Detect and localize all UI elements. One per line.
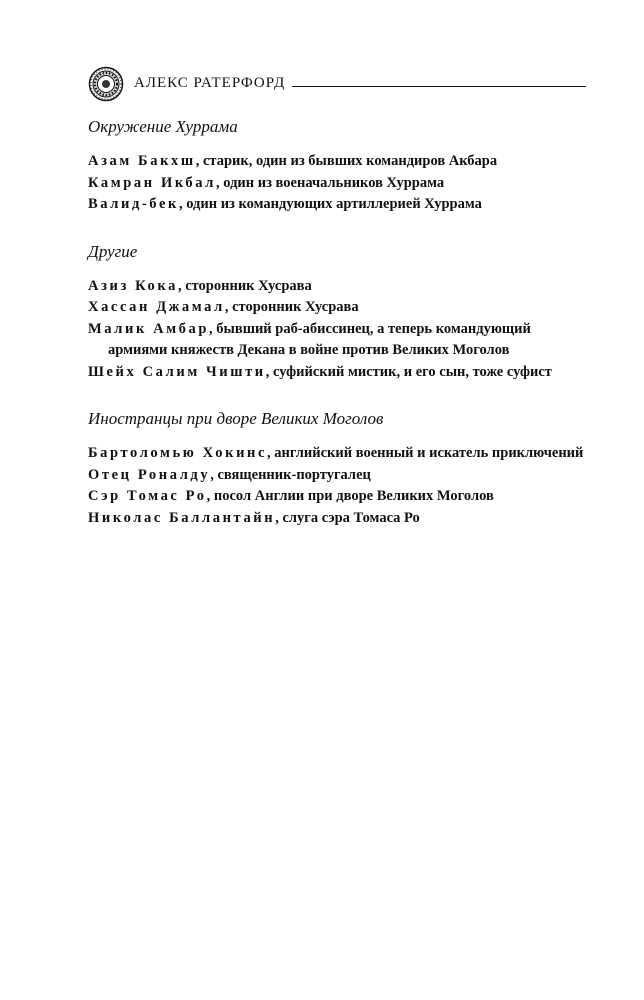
- character-description: , сторонник Хусрава: [224, 299, 359, 315]
- character-name: Сэр Томас Ро: [88, 488, 207, 504]
- character-description: , слуга сэра Томаса Ро: [275, 509, 420, 526]
- character-description: , суфийский мистик, и его сын, тоже суфист: [265, 363, 552, 380]
- character-description: , один из военачальников Хуррама: [215, 174, 445, 191]
- character-name: Бартоломью Хокинс: [88, 445, 268, 461]
- list-item: [88, 194, 586, 216]
- section-khurram-entourage: [88, 116, 586, 216]
- list-item: [88, 151, 586, 173]
- character-name: Валид-бек: [88, 196, 179, 212]
- character-name: Азиз Кока: [88, 277, 178, 294]
- character-name: Азам Бакхш: [88, 153, 196, 169]
- character-description: , сторонник Хусрава: [177, 277, 312, 294]
- list-item: [88, 297, 586, 319]
- section-foreigners: [88, 408, 586, 529]
- book-author: АЛЕКС РАТЕРФОРД: [134, 75, 286, 91]
- section-title: Другие: [88, 241, 138, 261]
- list-item: [88, 443, 586, 465]
- list-item: [88, 276, 586, 298]
- character-description: , бывший раб-абиссинец, а теперь командующий армиями княжеств Декана в войне против Великих Моголов: [108, 320, 531, 358]
- running-header: [88, 66, 586, 102]
- character-description: , один из командующих артиллерией Хуррама: [178, 196, 482, 212]
- list-item: [88, 486, 586, 508]
- section-title: Иностранцы при дворе Великих Моголов: [88, 409, 384, 428]
- list-item: [88, 508, 586, 530]
- character-name: Малик Амбар: [88, 320, 210, 337]
- list-item: [88, 465, 586, 487]
- character-name: Шейх Салим Чишти: [88, 363, 266, 380]
- character-list: [88, 116, 586, 529]
- section-others: [88, 241, 586, 384]
- list-item: [88, 173, 586, 195]
- character-description: , посол Англии при дворе Великих Моголов: [206, 488, 494, 504]
- character-name: Николас Баллантайн: [88, 509, 276, 526]
- character-description: , старик, один из бывших командиров Акбара: [195, 153, 498, 169]
- character-name: Камран Икбал: [88, 174, 216, 191]
- character-name: Отец Роналду: [88, 466, 211, 483]
- character-description: , священник-португалец: [210, 466, 371, 483]
- list-item: [88, 362, 586, 384]
- character-name: Хассан Джамал: [88, 299, 225, 315]
- list-item: [88, 319, 586, 362]
- section-title: Окружение Хуррама: [88, 117, 238, 136]
- header-rule: [292, 86, 586, 87]
- character-description: , английский военный и искатель приключений: [267, 445, 584, 461]
- ornament-emblem-icon: [88, 66, 124, 102]
